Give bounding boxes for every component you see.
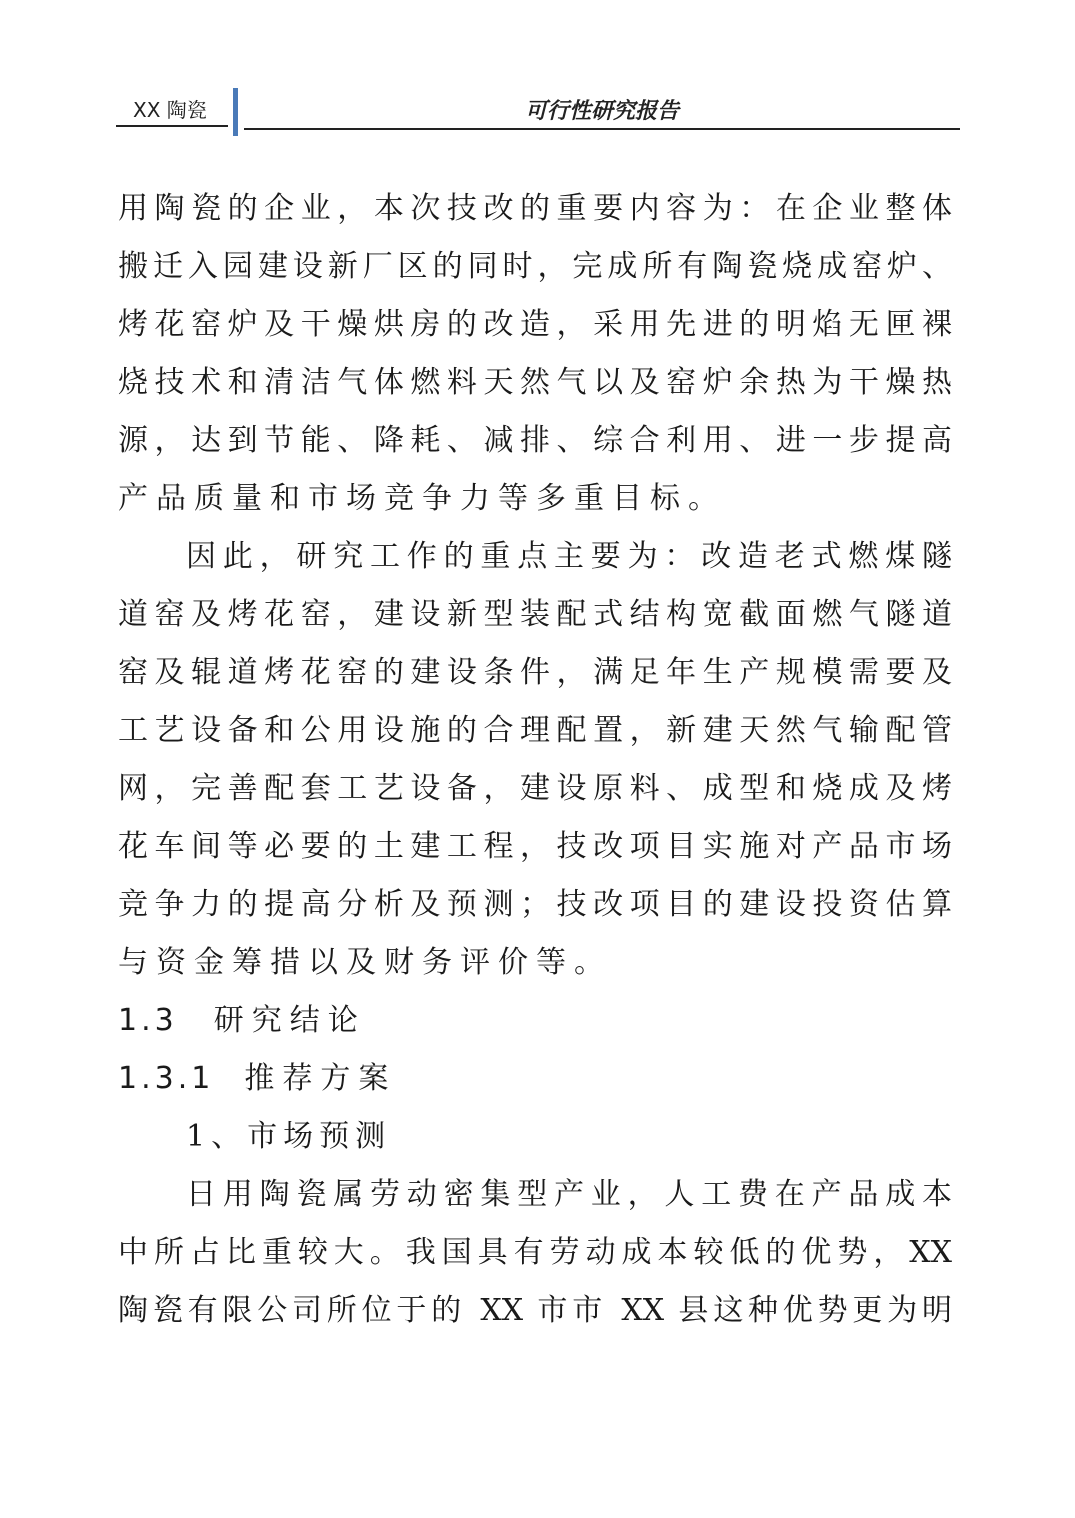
header-divider-bar [233, 88, 238, 136]
header-left-rule [116, 125, 228, 127]
para1-line: 源，达到节能、降耗、减排、综合利用、进一步提高 [118, 423, 952, 458]
para3-first-line: 日用陶瓷属劳动密集型产业，人工费在产品成本 [186, 1177, 952, 1212]
para2-line: 窑及辊道烤花窑的建设条件，满足年生产规模需要及 [118, 655, 952, 690]
para1-line: 用陶瓷的企业，本次技改的重要内容为：在企业整体 [118, 191, 952, 226]
para1-line: 搬迁入园建设新厂区的同时，完成所有陶瓷烧成窑炉、 [118, 249, 952, 284]
para2-line: 竞争力的提高分析及预测；技改项目的建设投资估算 [118, 887, 952, 922]
header-right-rule [244, 128, 960, 130]
para1-line: 烧技术和清洁气体燃料天然气以及窑炉余热为干燥热 [118, 365, 952, 400]
para1-last-line: 产品质量和市场竞争力等多重目标。 [118, 481, 726, 516]
header-company: XX 陶瓷 [133, 98, 207, 122]
para2-last-line: 与资金筹措以及财务评价等。 [118, 945, 612, 980]
subsection-heading [118, 1050, 952, 1108]
para3-line: 中所占比重较大。我国具有劳动成本较低的优势，XX [118, 1235, 952, 1270]
header-report-title: 可行性研究报告 [524, 98, 679, 124]
para2-first-line: 因此，研究工作的重点主要为：改造老式燃煤隧 [186, 539, 952, 574]
section-title: 研究结论 [213, 1003, 366, 1038]
subsection-title: 推荐方案 [244, 1061, 397, 1096]
para2-line: 网，完善配套工艺设备，建设原料、成型和烧成及烤 [118, 771, 952, 806]
para1-line: 烤花窑炉及干燥烘房的改造，采用先进的明焰无匣裸 [118, 307, 952, 342]
para2-line: 工艺设备和公用设施的合理配置，新建天然气输配管 [118, 713, 952, 748]
page-header [0, 0, 1075, 140]
section-heading [118, 992, 952, 1050]
para2-line: 花车间等必要的土建工程，技改项目实施对产品市场 [118, 829, 952, 864]
para3-line: 陶瓷有限公司所位于的 XX 市市 XX 县这种优势更为明 [118, 1293, 952, 1328]
list-item-heading: 1、市场预测 [186, 1119, 392, 1154]
subsection-number: 1.3.1 [118, 1061, 215, 1096]
page-body [118, 180, 952, 1340]
para2-line: 道窑及烤花窑，建设新型装配式结构宽截面燃气隧道 [118, 597, 952, 632]
section-number: 1.3 [118, 1003, 178, 1038]
